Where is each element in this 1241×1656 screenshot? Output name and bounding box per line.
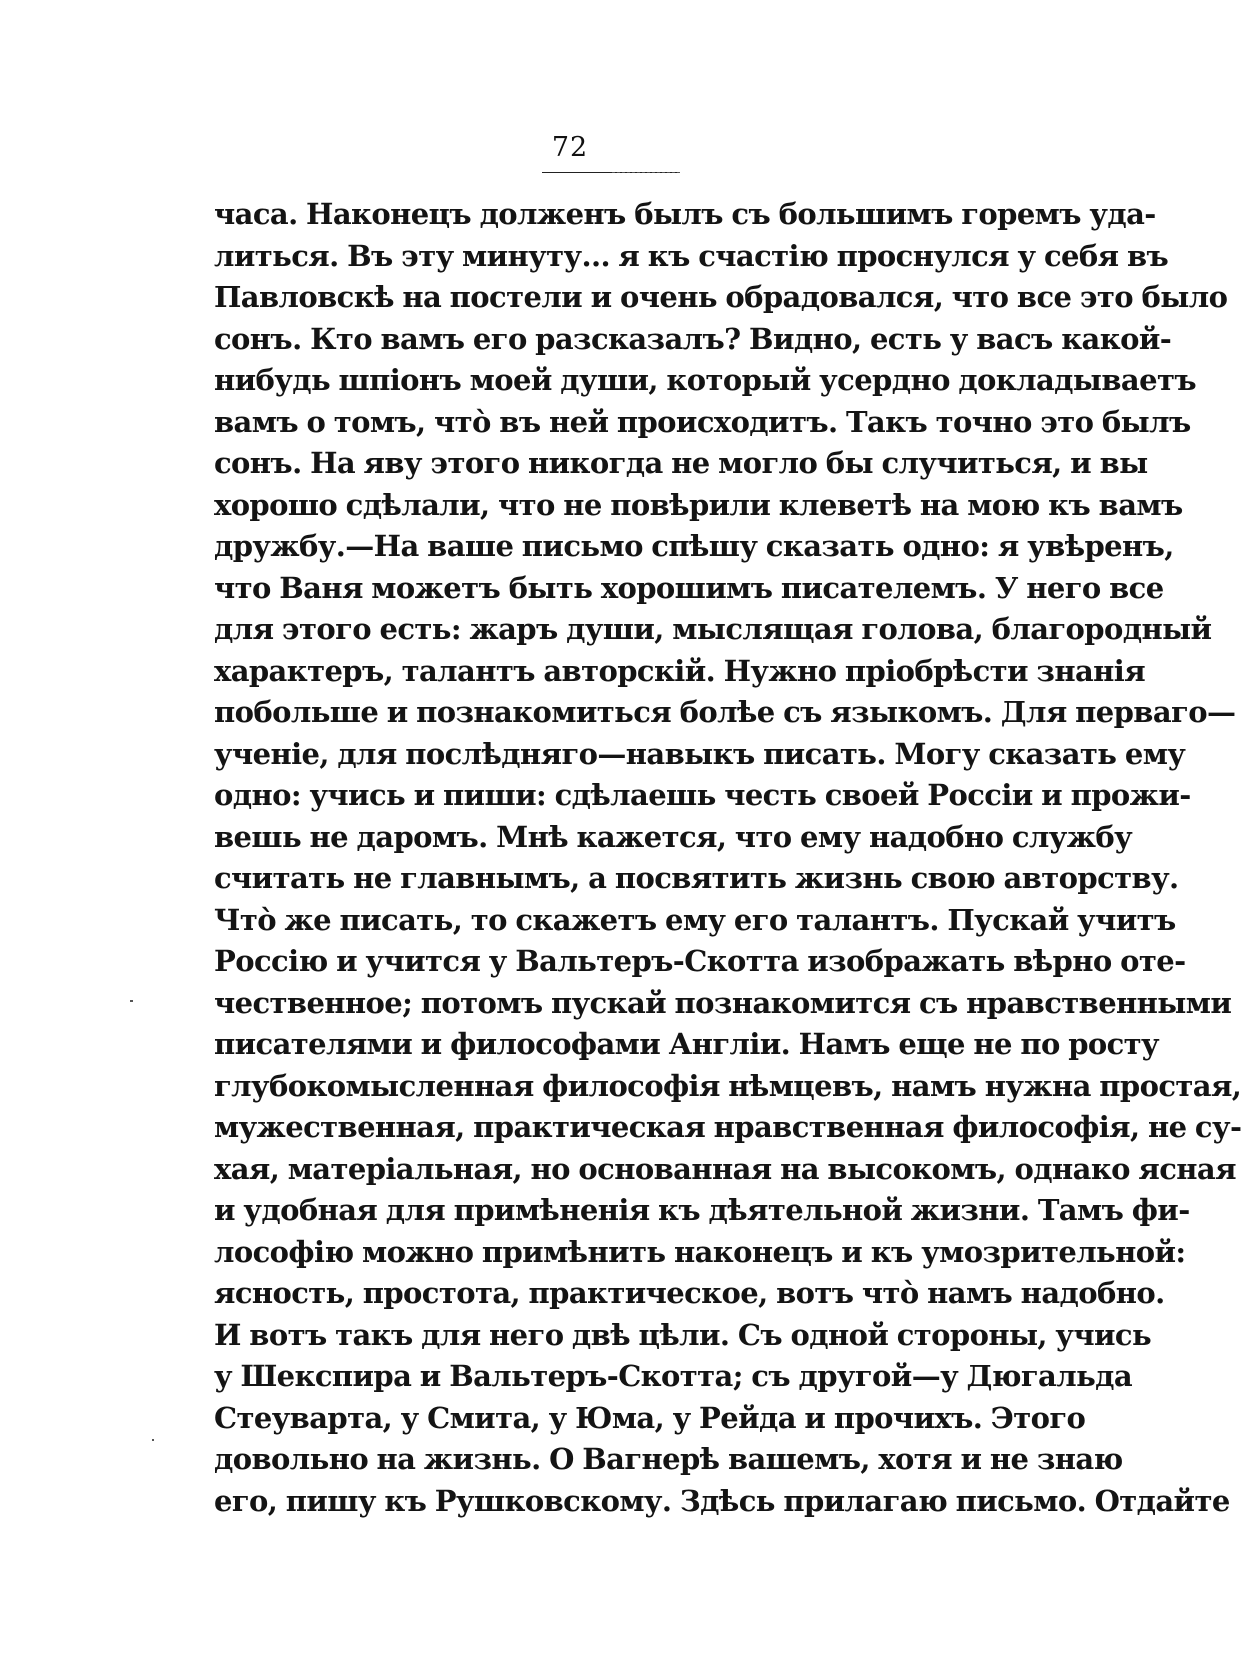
scan-speck (130, 1000, 133, 1002)
text-line: глубокомысленная философія нѣмцевъ, намъ нужна простая, (214, 1068, 1241, 1103)
text-line: вешь не даромъ. Мнѣ кажется, что ему надобно службу (214, 819, 1133, 854)
text-line: сонъ. Кто вамъ его разсказалъ? Видно, есть у васъ какой- (214, 321, 1172, 356)
text-line: для этого есть: жаръ души, мыслящая голова, благородный (214, 612, 1212, 646)
page-number: 72 (551, 132, 589, 163)
text-line: его, пишу къ Рушковскому. Здѣсь прилагаю письмо. Отдайте (214, 1483, 1230, 1518)
body-text (214, 194, 1241, 1522)
text-line: часа. Наконецъ долженъ былъ съ большимъ горемъ уда- (214, 197, 1156, 231)
text-line: литься. Въ эту минуту... я къ счастію проснулся у себя въ (214, 238, 1169, 273)
text-line: хая, матеріальная, но основанная на высокомъ, однако ясная (214, 1151, 1236, 1186)
text-line: довольно на жизнь. О Вагнерѣ вашемъ, хотя и не знаю (214, 1442, 1123, 1476)
text-line: Павловскѣ на постели и очень обрадовался, что все это было (214, 280, 1228, 314)
header-rule-tail (612, 172, 680, 173)
scan-speck (152, 1439, 154, 1441)
text-line: сонъ. На яву этого никогда не могло бы случиться, и вы (214, 446, 1148, 480)
text-line: дружбу.—На ваше письмо спѣшу сказать одно: я увѣренъ, (214, 529, 1174, 563)
text-line: лософію можно примѣнить наконецъ и къ умозрительной: (214, 1234, 1186, 1269)
text-line: у Шекспира и Вальтеръ-Скотта; съ другой—у Дюгальда (214, 1359, 1133, 1393)
text-line: хорошо сдѣлали, что не повѣрили клеветѣ на мою къ вамъ (214, 487, 1183, 522)
text-line: И вотъ такъ для него двѣ цѣли. Съ одной стороны, учись (214, 1317, 1152, 1352)
text-line: и удобная для примѣненія къ дѣятельной жизни. Тамъ фи- (214, 1193, 1190, 1227)
text-line: ученіе, для послѣдняго—навыкъ писать. Могу сказать ему (214, 736, 1186, 771)
text-line: Что̀ же писать, то скажетъ ему его талантъ. Пускай учитъ (214, 902, 1176, 937)
text-line: побольше и познакомиться болѣе съ языкомъ. Для перваго— (214, 695, 1236, 729)
text-line: мужественная, практическая нравственная философія, не су- (214, 1110, 1241, 1144)
text-line: Стеуварта, у Смита, у Юма, у Рейда и прочихъ. Этого (214, 1400, 1086, 1435)
text-line: что Ваня можетъ быть хорошимъ писателемъ. У него все (214, 570, 1164, 605)
text-line: Россію и учится у Вальтеръ-Скотта изображать вѣрно оте- (214, 944, 1186, 978)
text-line: считать не главнымъ, а посвятить жизнь свою авторству. (214, 861, 1179, 895)
text-line: нибудь шпіонъ моей души, который усердно докладываетъ (214, 363, 1196, 397)
text-line: одно: учись и пиши: сдѣлаешь честь своей Россіи и прожи- (214, 778, 1191, 812)
text-line: ясность, простота, практическое, вотъ что̀ намъ надобно. (214, 1276, 1165, 1310)
text-line: писателями и философами Англіи. Намъ еще не по росту (214, 1027, 1160, 1061)
text-line: характеръ, талантъ авторскій. Нужно пріобрѣсти знанія (214, 653, 1146, 688)
text-line: вамъ о томъ, что̀ въ ней происходитъ. Такъ точно это былъ (214, 404, 1191, 439)
text-line: чественное; потомъ пускай познакомится съ нравственными (214, 985, 1232, 1020)
